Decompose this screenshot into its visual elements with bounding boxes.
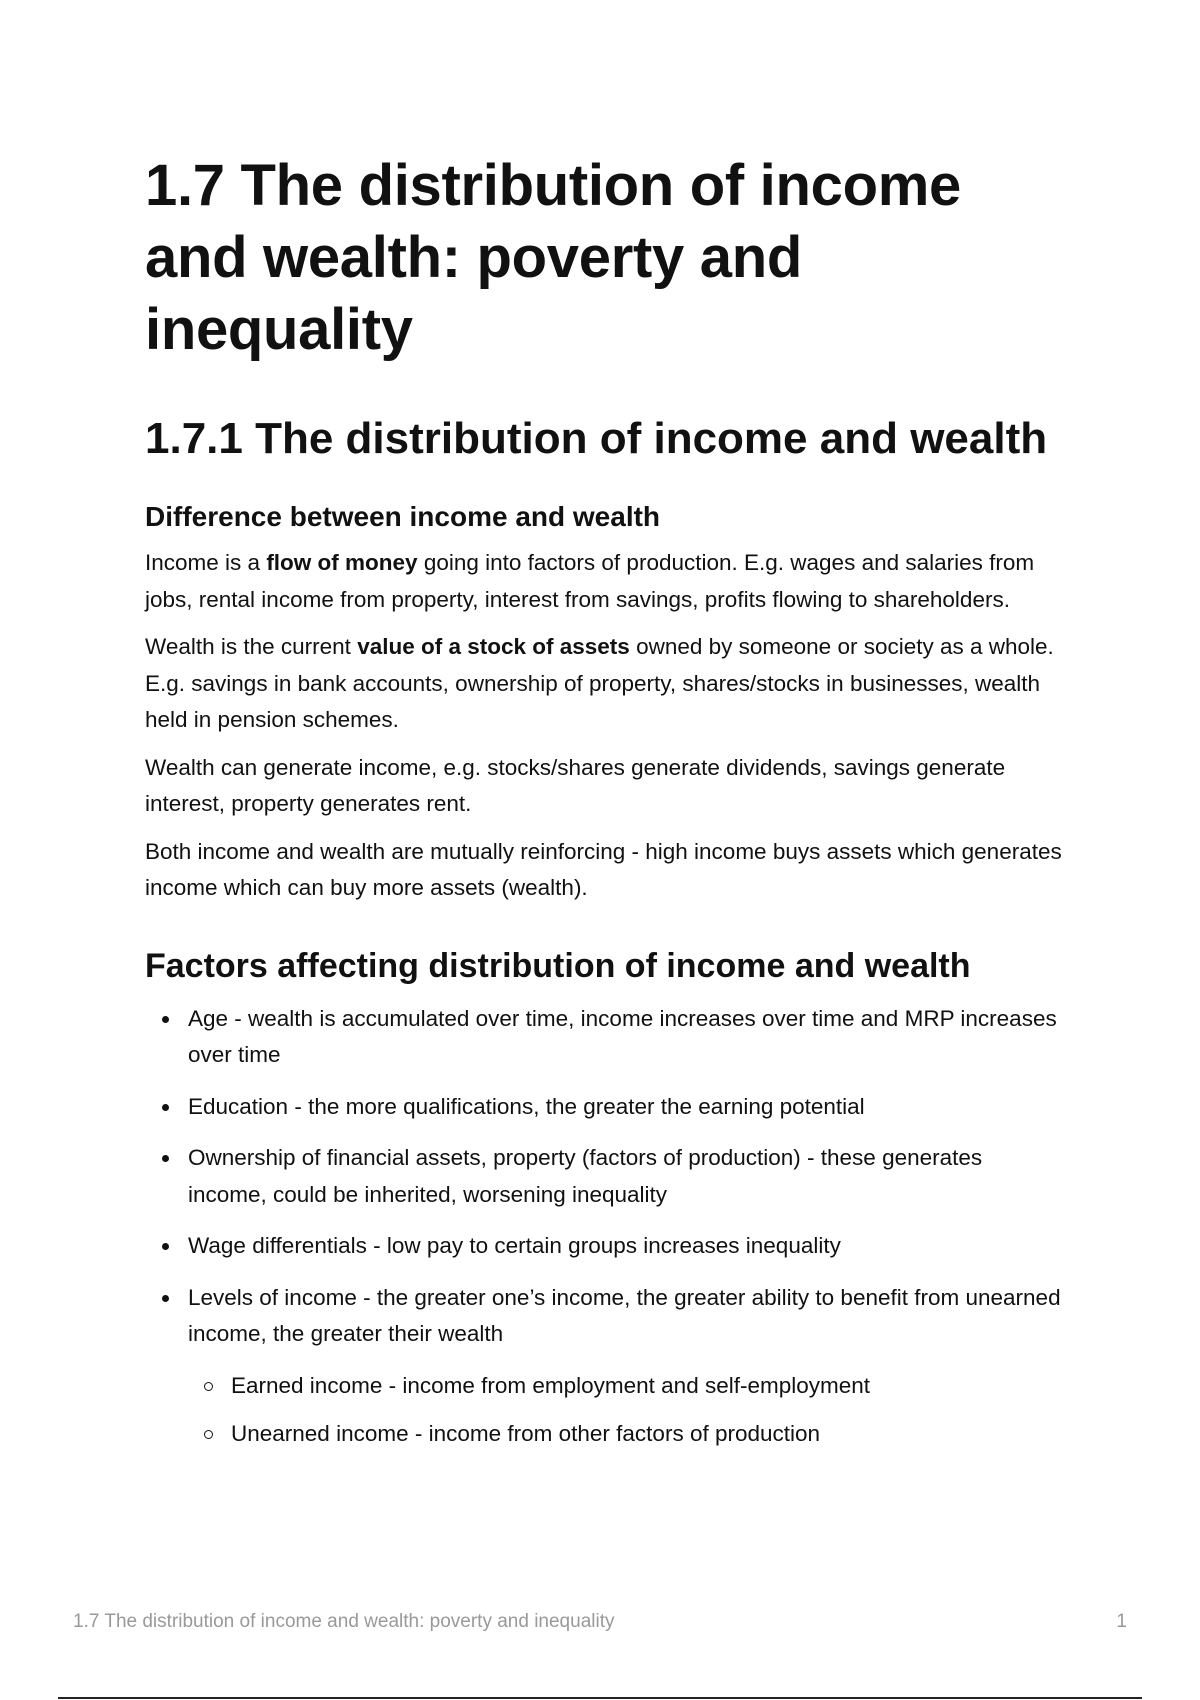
bullet-icon: [162, 1016, 169, 1023]
bullet-icon: [162, 1104, 169, 1111]
page-number: 1: [1116, 1611, 1127, 1632]
subsection-heading: Difference between income and wealth: [145, 501, 661, 532]
footer-title: 1.7 The distribution of income and wealth: poverty and inequality: [73, 1611, 615, 1632]
paragraph-wealth-generates-income: Wealth can generate income, e.g. stocks/shares generate dividends, savings generate interest, property generates rent.: [145, 754, 1006, 816]
page-footer: [73, 1611, 1127, 1633]
bold-term-value-of-stock-of-assets: value of a stock of assets: [357, 634, 630, 659]
bullet-icon: [162, 1155, 169, 1162]
sub-list-item: Unearned income - income from other factors of production: [188, 1416, 1065, 1453]
factors-list: [145, 1001, 1065, 1453]
paragraph-wealth-definition: Wealth is the current value of a stock of assets owned by someone or society as a whole. E.g. savings in bank accounts, ownership of property, shares/stocks in businesses, wealth held in pension schemes.: [145, 634, 1054, 732]
hollow-bullet-icon: [204, 1430, 213, 1439]
list-item: Ownership of financial assets, property (factors of production) - these generates income, could be inherited, worsening inequality: [145, 1140, 1065, 1213]
list-item: Education - the more qualifications, the greater the earning potential: [145, 1089, 1065, 1126]
list-item: Levels of income - the greater one’s income, the greater ability to benefit from unearned income, the greater their wealth Earned income - income from employment and self-employment Unearned income - income from other factors of production: [145, 1280, 1065, 1453]
page-title: 1.7 The distribution of income and wealth: poverty and inequality: [145, 153, 961, 362]
footer-divider: [58, 1697, 1142, 1699]
bullet-icon: [162, 1243, 169, 1250]
sub-list-item: Earned income - income from employment and self-employment: [188, 1368, 1065, 1405]
list-item: Age - wealth is accumulated over time, income increases over time and MRP increases over time: [145, 1001, 1065, 1074]
list-item: Wage differentials - low pay to certain groups increases inequality: [145, 1228, 1065, 1265]
paragraph-income-definition: Income is a flow of money going into factors of production. E.g. wages and salaries from jobs, rental income from property, interest from savings, profits flowing to shareholders.: [145, 550, 1035, 612]
sub-factors-list: [188, 1368, 1065, 1453]
bullet-icon: [162, 1295, 169, 1302]
hollow-bullet-icon: [204, 1382, 213, 1391]
section-heading: 1.7.1 The distribution of income and wealth: [145, 414, 1048, 463]
factors-heading: Factors affecting distribution of income and wealth: [145, 946, 971, 985]
document-body: [145, 150, 1065, 1468]
paragraph-mutually-reinforcing: Both income and wealth are mutually reinforcing - high income buys assets which generates income which can buy more assets (wealth).: [145, 838, 1062, 900]
bold-term-flow-of-money: flow of money: [266, 550, 418, 575]
